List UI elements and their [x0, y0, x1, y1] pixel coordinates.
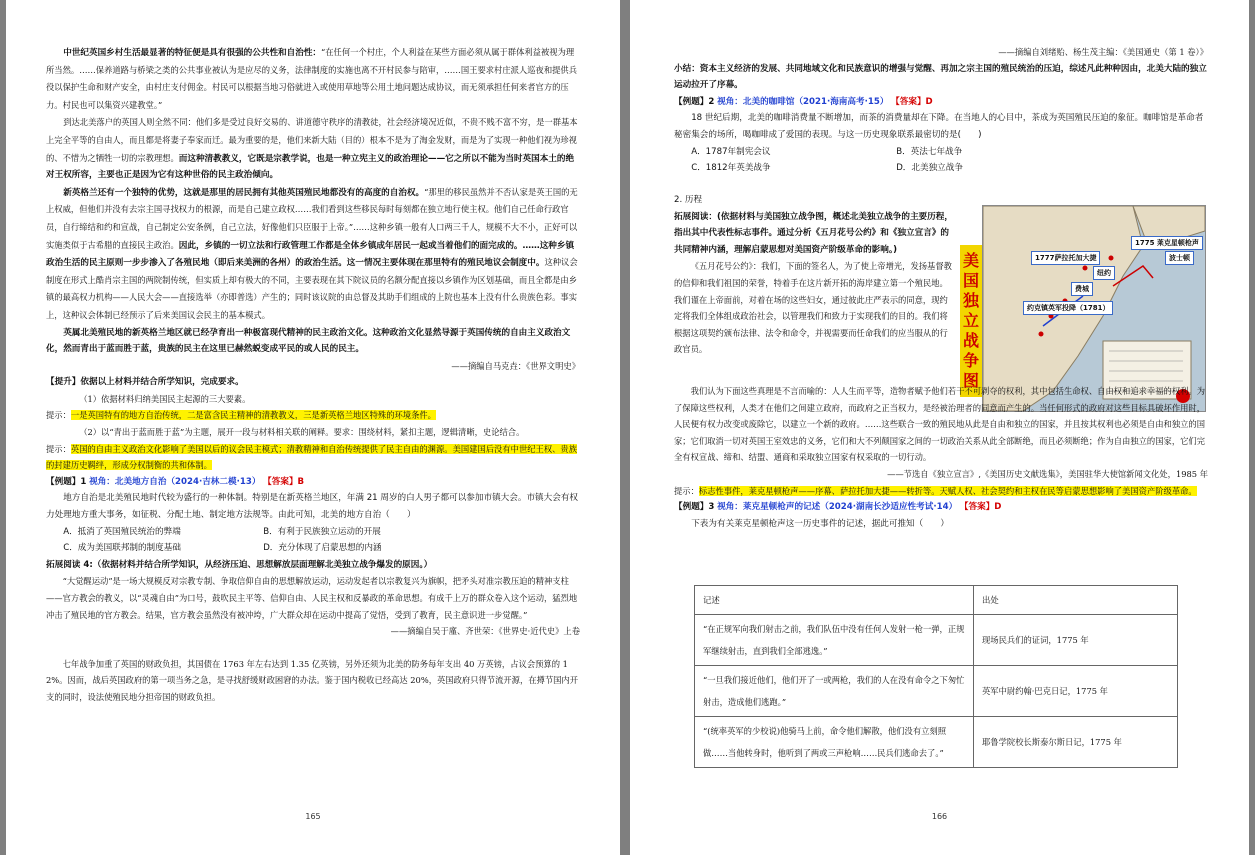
table-cell-account: “在正规军向我们射击之前，我们队伍中没有任何人发射一枪一弹，正规军继续射击，直到我们全部逃逸。” — [695, 615, 974, 666]
assembly-quote: 这种议会制度在形式上酷肖宗主国的两院制传统，但实质上却有极大的不同，主要表现在其下院议员的名额分配直接以乡镇作为区划基础，而且全都是由乡镇的最高权力机构——人民大会——直接选举（亦即普选）产生的；同时该议院的由总督及其助手们组成的上院也基本上没有什么贵族色彩。事实上，这种议会体制已经预示了后来美国议会民主的基本模式。 — [46, 257, 578, 320]
example-2-view: 视角：北美的咖啡馆（2021·海南高考·15） — [717, 96, 889, 107]
table-cell-source: 现场民兵们的证词，1775 年 — [974, 615, 1178, 666]
question-1: （1）依据材料归纳美国民主起源的三大要素。 — [79, 393, 251, 404]
example-2-stem: 18 世纪后期，北美的咖啡消费量不断增加，而茶的消费量却在下降。在当地人的心目中，茶成为英国殖民压迫的象征。咖啡馆是革命者秘密集会的场所，喝咖啡成了爱国的表现。与这一历史现象联系最密切的是( ) — [674, 113, 1204, 140]
declaration-block — [674, 383, 1208, 532]
village-lead: 中世纪英国乡村生活最显著的特征便是具有很强的公共性和自治性： — [63, 48, 322, 58]
map-label-lexington: 1775 莱克星顿枪声 — [1131, 236, 1203, 250]
table-cell-source: 英军中尉约翰·巴克日记，1775 年 — [974, 666, 1178, 717]
section-2-heading: 2. 历程 — [674, 195, 703, 205]
new-england-bold: 新英格兰还有一个独特的优势，这就是那里的居民拥有其他英国殖民地都没有的高度的自治权。 — [63, 187, 425, 198]
example-1-view: 视角：北美地方自治（2024·吉林二模·13） — [89, 476, 261, 487]
answer-2: 英国的自由主义政治文化影响了美国以后的议会民主模式；清教精神和自治传统提供了民主自由的渊源。美国建国后没有中世纪王权、贵族的封建历史羁绊，形成分权制衡的共和体制。 — [46, 443, 578, 471]
lexington-table — [694, 585, 1178, 768]
map-title: 美国独立战争图 — [960, 245, 982, 397]
example-2-option-c: C．1812年英美战争 — [691, 163, 771, 174]
extended-reading: 拓展阅读：(依据材料与美国独立战争图，概述北美独立战争的主要历程，指出其中代表性标志事件。通过分析《五月花号公约》和《独立宣言》的共同精神内涵，理解启蒙思想对美国资产阶级革命的影响。) — [674, 211, 953, 255]
example-1-stem: 地方自治是北美殖民地时代较为盛行的一种体制。特别是在新英格兰地区，年满 21 周岁的白人男子都可以参加市镇大会。市镇大会有权力处理地方重大事务，如征税、分配土地、制定地方法规等。由此可知，北美的地方自治（ ） — [46, 493, 579, 521]
example-3-label: 【例题】3 — [674, 502, 715, 513]
page-number-right: 166 — [931, 812, 948, 821]
page-165 — [6, 0, 620, 855]
page-number-left: 165 — [305, 812, 321, 821]
course-block — [674, 192, 954, 358]
map-label-saratoga: 1777萨拉托加大捷 — [1031, 251, 1100, 265]
source-us-history: ——摘编自刘绪贻、杨生茂主编：《美国通史（第 1 卷）》 — [998, 47, 1208, 57]
village-quote: “在任何一个村庄，个人利益在某些方面必须从属于群体利益被视为理所当然。……保养道路与桥梁之类的公共事业被认为是应尽的义务，法律制度的实施也离不开村民参与陪审，……国王要求村庄派人巡夜和提供兵役以保护生命和财产安全，由村庄支付佣金。村民可以根据当地习俗就进入或使用草地等公用土地问题达成协议，而无须承担任何来者官方的压力。村民也可以集资兴建教堂。” — [46, 47, 578, 110]
table-cell-account: “一旦我们接近他们，他们开了一或两枪，我们的人在没有命令之下匆忙射击，造成他们逃跑。” — [695, 666, 974, 717]
map-label-boston: 波士顿 — [1165, 251, 1194, 265]
example-3-answer: 【答案】D — [959, 502, 1002, 513]
table-cell-source: 耶鲁学院校长斯泰尔斯日记，1775 年 — [974, 717, 1178, 768]
example-3-stem: 下表为有关莱克星顿枪声这一历史事件的记述，据此可推知（ ） — [691, 518, 950, 529]
democracy-bold: 英属北美殖民地的新英格兰地区就已经孕育出一种极富现代精神的民主政治文化。这种政治文化显然导源于英国传统的自由主义政治文化，然而青出于蓝而胜于蓝，贵族的民主在这里已赫然蜕变成平民的或人民的民主。 — [46, 327, 571, 355]
extended-reading-4-text: （依据材料并结合所学知识，从经济压迫、思想解放层面理解北美独立战争爆发的原因。） — [92, 559, 433, 570]
seven-years-war-paragraph: 七年战争加重了英国的财政负担，其国债在 1763 年左右达到 1.35 亿英镑，另外还须为北美的防务每年支出 40 万英镑，占议会预算的 12%。因而，战后英国政府的第一项当务之急，是寻找舒缓财政困窘的办法。鉴于国内税收已经高达 20%，英国政府只得节流开源，在撙节国内开支的同时，设法使殖民地分担帝国的财政负担。 — [46, 658, 579, 702]
town-quote: ……这种乡镇一般有人口两三千人，规模不大不小，正好可以实施类似于古希腊的直接民主政治。 — [46, 221, 578, 250]
example-2-answer: 【答案】D — [891, 96, 933, 107]
map-label-yorktown: 约克镇英军投降（1781） — [1023, 301, 1113, 315]
page-166 — [630, 0, 1249, 855]
map-label-new-york: 纽约 — [1093, 266, 1115, 280]
source-declaration: ——节选自《独立宣言》,《美国历史文献选集》，美国驻华大使馆新闻文化处，1985 年 — [887, 468, 1208, 479]
great-awakening-quote: “大觉醒运动”是一场大规模反对宗教专制、争取信仰自由的思想解放运动，运动发起者以宗教复兴为旗帜，把矛头对准宗教压迫的精神支柱——官方教会的教义，以“灵魂自由”为口号，鼓吹民主平等、信仰自由、人民主权和反暴政的革命思想。有成千上万的群众卷入这个运动，猛烈地冲击了殖民地的官方教会。结果，官方教会虽然没有被冲垮，广大群众却在运动中提高了觉悟，受到了教育，民主意识进一步觉醒。” — [46, 576, 578, 620]
source-civilization: ——摘编自马克垚：《世界文明史》 — [451, 360, 580, 371]
tip-label-2: 提示： — [46, 443, 71, 454]
mayflower-compact: 《五月花号公约》：我们，下面的签名人，为了使上帝增光，发扬基督教的信仰和我们祖国的荣誉，特着手在这片新开拓的海岸建立第一个殖民地。我们谨在上帝面前，对着在场的这些妇女，通过彼此庄严表示的同意，现约定将我们全体组成政治社会，以管理我们和致力于实现我们的目的。我们将根据这项契约颁布法律、法令和命令，并视需要而任命我们的应当服从的行政官员。 — [674, 261, 952, 355]
example-2-option-d: D．北美独立战争 — [896, 163, 963, 174]
answer-1: 一是英国特有的地方自治传统，二是富含民主精神的清教教义，三是新英格兰地区特殊的环境条件。 — [70, 410, 436, 421]
example-3-view: 视角：莱克星顿枪声的记述（2024·湖南长沙适应性考试·14） — [717, 502, 958, 513]
table-row — [695, 666, 1178, 717]
map-label-philadelphia: 费城 — [1071, 282, 1093, 296]
question-2: （2）以“青出于蓝而胜于蓝”为主题，展开一段与材料相关联的阐释。要求：围绕材料，紧扣主题，逻辑清晰，史论结合。 — [79, 427, 525, 438]
table-header-account: 记述 — [695, 586, 974, 615]
example-2-option-a: A．1787年制宪会议 — [691, 146, 771, 157]
table-header-row — [695, 586, 1178, 615]
table-row — [695, 615, 1178, 666]
puritan-bold: 而这种清教教义，它既是宗教学说，也是一种立宪主义的政治理论——它之所以不能为当时英国本土的绝对王权所容，主要也正是因为它有这种世俗的民主政治倾向。 — [46, 153, 575, 181]
declaration-text: 我们认为下面这些真理是不言而喻的：人人生而平等，造物者赋予他们若干不可剥夺的权利，其中包括生命权、自由权和追求幸福的权利。为了保障这些权利，人类才在他们之间建立政府，而政府之正当权力，是经被治理者的同意而产生的。当任何形式的政府对这些目标具破坏作用时，人民便有权力改变或废除它，以建立一个新的政府。……这些联合一致的殖民地从此是自由和独立的国家，并且按其权利也必须是自由和独立的国家；它们取消一切对英国王室效忠的义务，它们和大不列颠国家之间的一切政治关系从此全部断绝，而且必须断绝；作为自由独立的国家，它们完全有权宣战、缔和、结盟、通商和采取独立国家有权采取的一切行动。 — [674, 386, 1206, 463]
example-1-option-a: A．抵消了英国殖民统治的弊端 — [63, 526, 181, 537]
right-top-block — [674, 44, 1208, 177]
example-1-option-d: D．充分体现了启蒙思想的内涵 — [263, 543, 382, 554]
example-2-label: 【例题】2 — [674, 96, 715, 107]
table-header-source: 出处 — [974, 586, 1178, 615]
example-1-label: 【例题】1 — [46, 476, 87, 487]
town-bold: 因此，乡镇的一切立法和行政管理工作都是全体乡镇成年居民一起或当着他们的面完成的。……这种乡镇政治生活的民主原则一步步渗入了各殖民地（即后来美洲的各州）的政治生活。这一情况主要体现在那里特有的殖民地议会制度中。 — [46, 240, 575, 269]
tip-label-right: 提示： — [674, 485, 699, 496]
tishen-label: 【提升】 — [46, 377, 81, 388]
new-england-quote: “那里的移民虽然并不否认家是英王国的无上权威，但他们并没有去宗主国寻找权力的根源，而是自己建立政权……我们看到这些移民每时每刻都在独立地行使主权。他们自己任命行政官员，自行缔结和约和宣战，自己制定公安条例，自己立法，好像他们只臣服于上帝。” — [46, 186, 578, 232]
settlers-quote: 到达北美落户的英国人则全然不同：他们多是受过良好交易的、讲道德守秩序的清教徒，社会经济境况近似，不贵不贱不富不穷，是一群基本上完全平等的自由人，而且都是将妻子奉家而迁。最为重要的是，他们来新大陆（目的）根本不是为了淘金发财，而是为了实现一种他们视为珍视的、不惜为之牺牲一切的宗教理想。 — [46, 117, 578, 163]
independence-war-map — [982, 205, 1206, 412]
example-1-option-b: B．有利于民族独立运动的开展 — [263, 526, 381, 537]
example-2-option-b: B．英法七年战争 — [896, 146, 963, 157]
summary: 小结：资本主义经济的发展、共同地域文化和民族意识的增强与觉醒、再加之宗主国的殖民统治的压迫，综述凡此种种因由，北美大陆的独立运动拉开了序幕。 — [674, 63, 1207, 91]
tishen-text: 依据以上材料并结合所学知识，完成要求。 — [80, 377, 244, 388]
example-1-answer: 【答案】B — [263, 476, 305, 487]
paragraph-village-life — [46, 44, 580, 706]
example-1-option-c: C．成为美国联邦制的制度基础 — [63, 543, 181, 554]
tip-label-1: 提示： — [46, 410, 71, 421]
tip-right: 标志性事件，莱克星顿枪声——序幕、萨拉托加大捷——转折等。天赋人权、社会契约和主权在民等启蒙思想影响了美国资产阶级革命。 — [698, 485, 1197, 496]
table-row — [695, 717, 1178, 768]
source-world-history: ——摘编自吴于廑、齐世荣：《世界史·近代史》上卷 — [390, 626, 580, 637]
table-cell-account: “(统率英军的少校说)他骑马上前，命令他们解散，他们没有立刻照做……当他转身时，他听到了两或三声枪响……民兵们逃命去了。” — [695, 717, 974, 768]
extended-reading-4-label: 拓展阅读 4: — [46, 559, 93, 570]
